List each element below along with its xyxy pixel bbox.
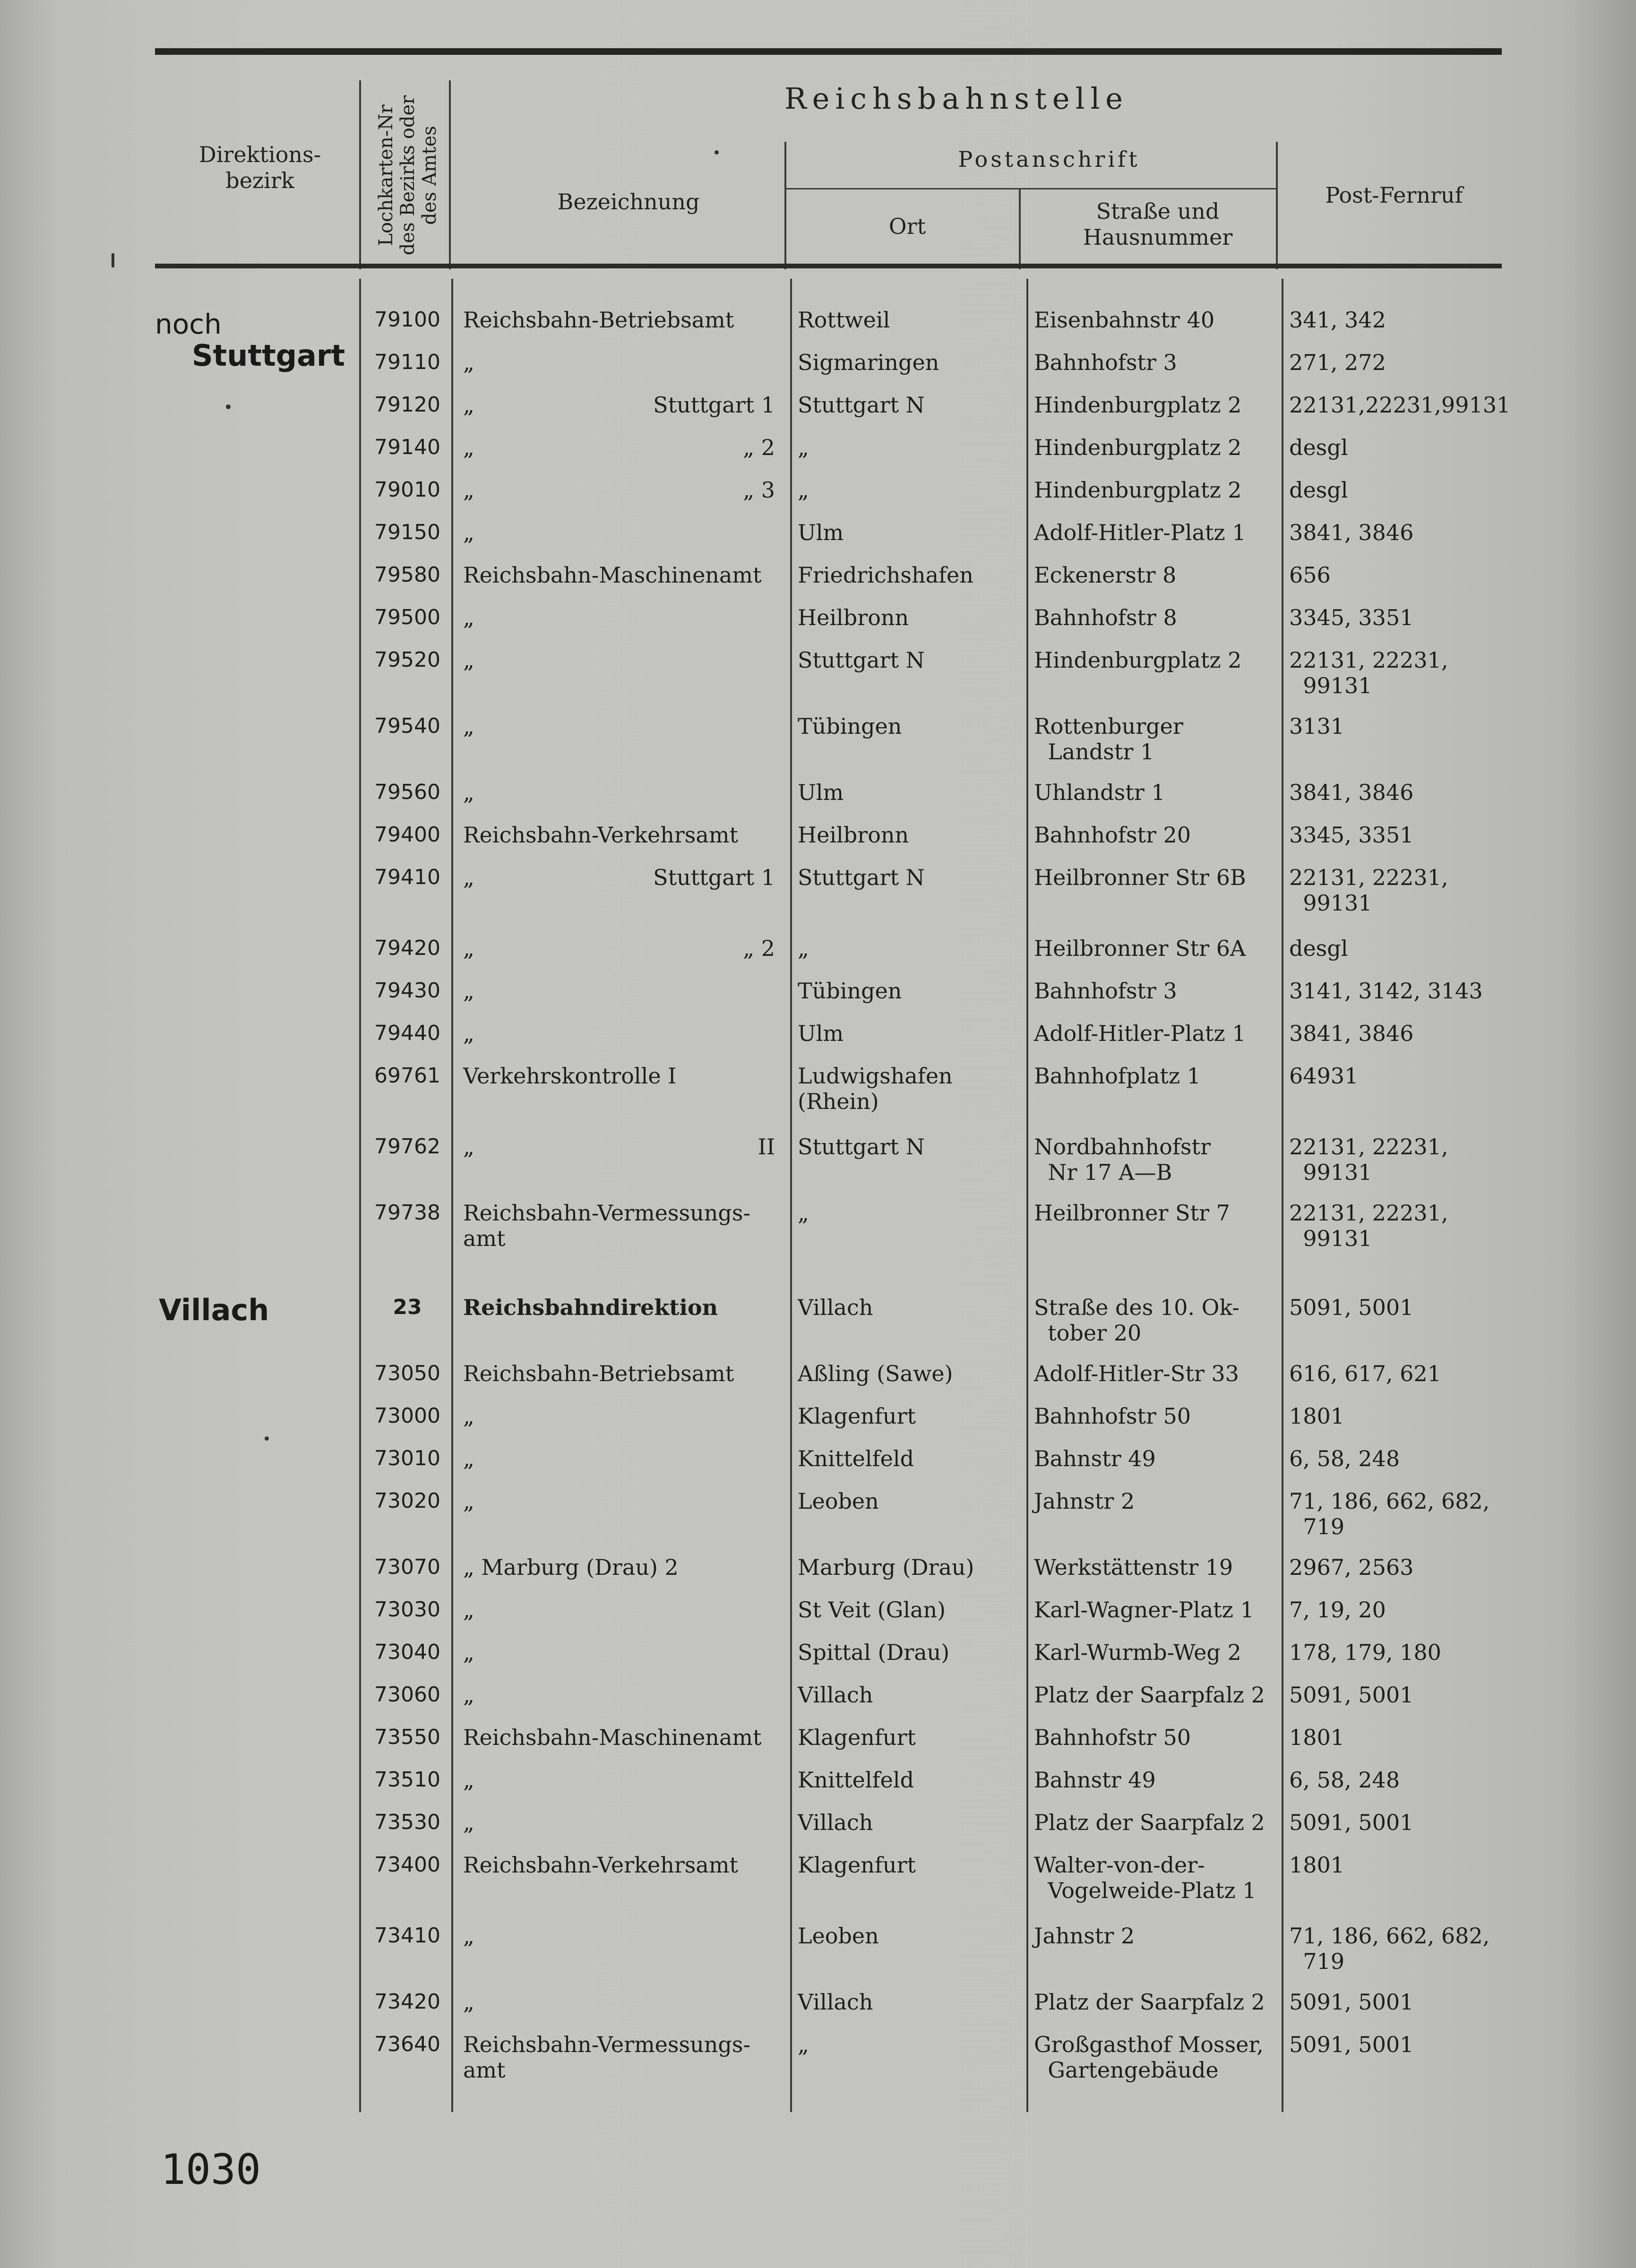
col-divider <box>359 279 361 2112</box>
region-stuttgart: Stuttgart <box>192 338 345 373</box>
ort-cell: „ <box>798 936 809 961</box>
bezeichnung-cell: „ <box>463 1597 474 1623</box>
lochkarten-nr-cell: 73400 <box>374 1853 440 1877</box>
fernruf-cell: 64931 <box>1289 1063 1359 1089</box>
fernruf-cell: 1801 <box>1289 1852 1345 1878</box>
lochkarten-nr-cell: 79150 <box>374 520 440 544</box>
strasse-cell: Heilbronner Str 6A <box>1034 936 1246 961</box>
header-lochkarten-nr <box>363 83 453 267</box>
fernruf-cell: 7, 19, 20 <box>1289 1597 1386 1623</box>
lochkarten-nr-cell: 79110 <box>374 350 440 374</box>
fernruf-cell: 3841, 3846 <box>1289 1021 1414 1046</box>
fernruf-cell: 3345, 3351 <box>1289 605 1414 630</box>
fernruf-cell: desgl <box>1289 477 1348 503</box>
col-divider <box>359 80 361 269</box>
fernruf-cell: 271, 272 <box>1289 350 1386 375</box>
strasse-cell: Walter-von-der- Vogelweide-Platz 1 <box>1034 1852 1257 1903</box>
fernruf-cell: 3131 <box>1289 713 1345 739</box>
bezeichnung-cell: „ Stuttgart 1 <box>463 392 775 418</box>
bezeichnung-cell: „ Stuttgart 1 <box>463 865 775 890</box>
fernruf-cell: 1801 <box>1289 1725 1345 1750</box>
lochkarten-nr-cell: 79520 <box>374 648 440 672</box>
strasse-cell: Bahnstr 49 <box>1034 1767 1156 1793</box>
bezeichnung-location: „ 3 <box>743 477 775 503</box>
ort-cell: Ludwigshafen (Rhein) <box>798 1063 953 1114</box>
bezeichnung-cell: Verkehrskontrolle I <box>463 1063 677 1089</box>
ort-cell: Klagenfurt <box>798 1403 916 1429</box>
strasse-cell: Bahnstr 49 <box>1034 1446 1156 1471</box>
strasse-cell: Bahnhofstr 8 <box>1034 605 1177 630</box>
lochkarten-nr-cell: 73070 <box>374 1555 440 1579</box>
fernruf-cell: 1801 <box>1289 1403 1345 1429</box>
col-divider <box>790 279 792 2112</box>
lochkarten-nr-cell: 73010 <box>374 1446 440 1470</box>
bezeichnung-cell: „ <box>463 1021 474 1046</box>
fernruf-cell: desgl <box>1289 435 1348 460</box>
ort-cell: Heilbronn <box>798 822 909 848</box>
strasse-cell: Bahnhofstr 3 <box>1034 350 1177 375</box>
fernruf-cell: 5091, 5001 <box>1289 2032 1414 2057</box>
col-divider <box>1276 142 1278 269</box>
fernruf-cell: 3841, 3846 <box>1289 780 1414 805</box>
strasse-cell: Platz der Saarpfalz 2 <box>1034 1682 1265 1708</box>
ort-cell: Knittelfeld <box>798 1446 914 1471</box>
ort-cell: Spittal (Drau) <box>798 1640 950 1665</box>
ort-cell: Stuttgart N <box>798 392 925 418</box>
header-post-fernruf: Post-Fernruf <box>1325 182 1463 208</box>
bezeichnung-cell: „ <box>463 1989 474 2015</box>
print-speck <box>226 404 231 409</box>
strasse-cell: Adolf-Hitler-Platz 1 <box>1034 1021 1246 1046</box>
strasse-cell: Platz der Saarpfalz 2 <box>1034 1989 1265 2015</box>
ort-cell: Stuttgart N <box>798 647 925 673</box>
ort-cell: „ <box>798 2032 809 2057</box>
lochkarten-nr-cell: 73640 <box>374 2032 440 2056</box>
fernruf-cell: 3141, 3142, 3143 <box>1289 978 1483 1004</box>
lochkarten-nr-cell: 79560 <box>374 780 440 804</box>
strasse-cell: Bahnhofstr 50 <box>1034 1725 1191 1750</box>
print-speck <box>265 1436 269 1441</box>
bezeichnung-cell: „ „ 3 <box>463 477 775 503</box>
bezeichnung-cell: „ „ 2 <box>463 435 775 460</box>
fernruf-cell: 71, 186, 662, 682, 719 <box>1289 1923 1490 1974</box>
fernruf-cell: 22131,22231,99131 <box>1289 392 1511 418</box>
bezeichnung-cell: Reichsbahn-Maschinenamt <box>463 1725 762 1750</box>
fernruf-cell: 6, 58, 248 <box>1289 1446 1400 1471</box>
header-lochkarten-text: Lochkarten-Nr des Bezirks oder des Amtes <box>375 95 440 256</box>
fernruf-cell: 5091, 5001 <box>1289 1810 1414 1835</box>
ort-cell: Leoben <box>798 1923 879 1949</box>
col-divider <box>1019 189 1021 269</box>
lochkarten-nr-cell: 73020 <box>374 1489 440 1513</box>
bezeichnung-cell: Reichsbahn-Maschinenamt <box>463 562 762 588</box>
ort-cell: Ulm <box>798 780 844 805</box>
ort-cell: Knittelfeld <box>798 1767 914 1793</box>
strasse-cell: Bahnhofplatz 1 <box>1034 1063 1201 1089</box>
lochkarten-nr-cell: 73410 <box>374 1924 440 1948</box>
bezeichnung-cell: „ <box>463 1682 474 1708</box>
fernruf-cell: 22131, 22231, 99131 <box>1289 1134 1448 1185</box>
ort-cell: Sigmaringen <box>798 350 939 375</box>
strasse-cell: Bahnhofstr 50 <box>1034 1403 1191 1429</box>
lochkarten-nr-cell: 79410 <box>374 865 440 889</box>
bezeichnung-cell: „ <box>463 1488 474 1514</box>
ort-cell: Stuttgart N <box>798 865 925 890</box>
strasse-cell: Straße des 10. Ok- tober 20 <box>1034 1295 1240 1346</box>
bezeichnung-cell: „ Marburg (Drau) 2 <box>463 1555 679 1580</box>
ort-cell: Friedrichshafen <box>798 562 973 588</box>
bezeichnung-cell: Reichsbahn-Betriebsamt <box>463 307 734 333</box>
strasse-cell: Adolf-Hitler-Str 33 <box>1034 1361 1239 1386</box>
col-divider <box>1282 279 1283 2112</box>
bezeichnung-cell: „ „ 2 <box>463 936 775 961</box>
lochkarten-nr-cell: 79430 <box>374 979 440 1003</box>
strasse-cell: Jahnstr 2 <box>1034 1488 1135 1514</box>
bezeichnung-cell: Reichsbahn-Verkehrsamt <box>463 822 738 848</box>
lochkarten-nr-cell: 79580 <box>374 563 440 587</box>
fernruf-cell: 71, 186, 662, 682, 719 <box>1289 1488 1490 1539</box>
strasse-cell: Karl-Wurmb-Weg 2 <box>1034 1640 1241 1665</box>
lochkarten-nr-cell: 73000 <box>374 1404 440 1428</box>
ort-cell: Villach <box>798 1989 873 2015</box>
strasse-cell: Werkstättenstr 19 <box>1034 1555 1233 1580</box>
bezeichnung-cell: „ <box>463 1446 474 1471</box>
ort-cell: Rottweil <box>798 307 890 333</box>
bezeichnung-cell: „ II <box>463 1134 775 1160</box>
lochkarten-nr-cell: 73550 <box>374 1725 440 1749</box>
header-ort: Ort <box>888 214 926 239</box>
bezeichnung-cell: „ <box>463 978 474 1004</box>
header-postanschrift: Postanschrift <box>958 146 1140 172</box>
fernruf-cell: 2967, 2563 <box>1289 1555 1414 1580</box>
lochkarten-nr-cell: 73050 <box>374 1361 440 1385</box>
strasse-cell: Rottenburger Landstr 1 <box>1034 713 1183 765</box>
fernruf-cell: 5091, 5001 <box>1289 1295 1414 1320</box>
ort-cell: Villach <box>798 1682 873 1708</box>
lochkarten-nr-cell: 73060 <box>374 1683 440 1707</box>
bezeichnung-location: Stuttgart 1 <box>653 392 775 418</box>
lochkarten-nr-cell: 79400 <box>374 823 440 847</box>
fernruf-cell: 656 <box>1289 562 1331 588</box>
fernruf-cell: 5091, 5001 <box>1289 1989 1414 2015</box>
bezeichnung-location: „ 2 <box>743 936 775 961</box>
ort-cell: Ulm <box>798 1021 844 1046</box>
lochkarten-nr-cell: 79010 <box>374 478 440 502</box>
ort-cell: Villach <box>798 1295 873 1320</box>
bezeichnung-location: „ 2 <box>743 435 775 460</box>
header-reichsbahnstelle: Reichsbahnstelle <box>784 81 1128 116</box>
lochkarten-nr-cell: 79100 <box>374 308 440 332</box>
bezeichnung-cell: „ <box>463 647 474 673</box>
lochkarten-nr-cell: 73530 <box>374 1810 440 1834</box>
ort-cell: „ <box>798 1200 809 1226</box>
fernruf-cell: 616, 617, 621 <box>1289 1361 1441 1386</box>
top-rule <box>155 48 1502 55</box>
header-bottom-rule <box>155 264 1502 268</box>
bezeichnung-cell: Reichsbahn-Vermessungs- amt <box>463 2032 750 2083</box>
lochkarten-nr-cell: 73510 <box>374 1768 440 1792</box>
lochkarten-nr-cell: 23 <box>393 1295 422 1319</box>
bezeichnung-cell: Reichsbahn-Vermessungs- amt <box>463 1200 750 1251</box>
bezeichnung-cell: „ <box>463 780 474 805</box>
strasse-cell: Heilbronner Str 6B <box>1034 865 1246 890</box>
lochkarten-nr-cell: 79762 <box>374 1134 440 1159</box>
ort-cell: Klagenfurt <box>798 1852 916 1878</box>
col-divider <box>1026 279 1028 2112</box>
fernruf-cell: 22131, 22231, 99131 <box>1289 647 1448 698</box>
header-direktionsbezirk: Direktions- bezirk <box>198 142 321 194</box>
header-subrule <box>784 188 1276 189</box>
lochkarten-nr-cell: 79420 <box>374 936 440 960</box>
strasse-cell: Hindenburgplatz 2 <box>1034 392 1242 418</box>
strasse-cell: Nordbahnhofstr Nr 17 A—B <box>1034 1134 1211 1185</box>
fernruf-cell: 3345, 3351 <box>1289 822 1414 848</box>
fernruf-cell: 22131, 22231, 99131 <box>1289 865 1448 916</box>
bezeichnung-cell: „ <box>463 1923 474 1949</box>
lochkarten-nr-cell: 79440 <box>374 1021 440 1045</box>
bezeichnung-cell: „ <box>463 1403 474 1429</box>
fernruf-cell: 5091, 5001 <box>1289 1682 1414 1708</box>
bezeichnung-cell: „ <box>463 713 474 739</box>
strasse-cell: Großgasthof Mosser, Gartengebäude <box>1034 2032 1264 2083</box>
strasse-cell: Heilbronner Str 7 <box>1034 1200 1230 1226</box>
strasse-cell: Jahnstr 2 <box>1034 1923 1135 1949</box>
ort-cell: „ <box>798 477 809 503</box>
bezeichnung-cell: „ <box>463 1810 474 1835</box>
ort-cell: Tübingen <box>798 978 902 1004</box>
bezeichnung-cell: „ <box>463 1767 474 1793</box>
ort-cell: St Veit (Glan) <box>798 1597 946 1623</box>
strasse-cell: Hindenburgplatz 2 <box>1034 647 1242 673</box>
lochkarten-nr-cell: 79120 <box>374 393 440 417</box>
bezeichnung-location: Stuttgart 1 <box>653 865 775 890</box>
fernruf-cell: 3841, 3846 <box>1289 520 1414 545</box>
bezeichnung-cell: „ <box>463 1640 474 1665</box>
bezeichnung-cell: „ <box>463 520 474 545</box>
fernruf-cell: 341, 342 <box>1289 307 1386 333</box>
fernruf-cell: 6, 58, 248 <box>1289 1767 1400 1793</box>
ort-cell: Marburg (Drau) <box>798 1555 974 1580</box>
strasse-cell: Platz der Saarpfalz 2 <box>1034 1810 1265 1835</box>
col-divider <box>451 279 453 2112</box>
print-speck <box>112 253 114 267</box>
ort-cell: „ <box>798 435 809 460</box>
strasse-cell: Hindenburgplatz 2 <box>1034 435 1242 460</box>
lochkarten-nr-cell: 79738 <box>374 1201 440 1225</box>
page-number: 1030 <box>161 2145 261 2194</box>
bezeichnung-cell: „ <box>463 605 474 630</box>
ort-cell: Stuttgart N <box>798 1134 925 1160</box>
lochkarten-nr-cell: 79500 <box>374 605 440 629</box>
ort-cell: Villach <box>798 1810 873 1835</box>
fernruf-cell: desgl <box>1289 936 1348 961</box>
lochkarten-nr-cell: 69761 <box>374 1064 440 1088</box>
strasse-cell: Eckenerstr 8 <box>1034 562 1177 588</box>
header-strasse: Straße und Hausnummer <box>1083 198 1233 250</box>
print-speck <box>715 150 719 155</box>
col-divider <box>784 142 786 269</box>
strasse-cell: Hindenburgplatz 2 <box>1034 477 1242 503</box>
ort-cell: Leoben <box>798 1488 879 1514</box>
lochkarten-nr-cell: 79140 <box>374 435 440 459</box>
bezeichnung-location: II <box>758 1134 775 1160</box>
lochkarten-nr-cell: 73030 <box>374 1598 440 1622</box>
ort-cell: Tübingen <box>798 713 902 739</box>
bezeichnung-cell: Reichsbahn-Betriebsamt <box>463 1361 734 1386</box>
lochkarten-nr-cell: 73040 <box>374 1640 440 1664</box>
strasse-cell: Adolf-Hitler-Platz 1 <box>1034 520 1246 545</box>
ort-cell: Ulm <box>798 520 844 545</box>
strasse-cell: Karl-Wagner-Platz 1 <box>1034 1597 1254 1623</box>
ort-cell: Klagenfurt <box>798 1725 916 1750</box>
bezeichnung-cell: Reichsbahndirektion <box>463 1295 718 1320</box>
ort-cell: Heilbronn <box>798 605 909 630</box>
lochkarten-nr-cell: 73420 <box>374 1990 440 2014</box>
bezeichnung-cell: „ <box>463 350 474 375</box>
fernruf-cell: 178, 179, 180 <box>1289 1640 1441 1665</box>
strasse-cell: Bahnhofstr 3 <box>1034 978 1177 1004</box>
region-noch: noch <box>155 308 222 340</box>
ort-cell: Aßling (Sawe) <box>798 1361 953 1386</box>
fernruf-cell: 22131, 22231, 99131 <box>1289 1200 1448 1251</box>
strasse-cell: Eisenbahnstr 40 <box>1034 307 1215 333</box>
lochkarten-nr-cell: 79540 <box>374 714 440 738</box>
strasse-cell: Bahnhofstr 20 <box>1034 822 1191 848</box>
header-bezeichnung: Bezeichnung <box>557 189 700 215</box>
col-divider <box>449 80 451 269</box>
region-villach: Villach <box>159 1293 269 1327</box>
strasse-cell: Uhlandstr 1 <box>1034 780 1165 805</box>
bezeichnung-cell: Reichsbahn-Verkehrsamt <box>463 1852 738 1878</box>
